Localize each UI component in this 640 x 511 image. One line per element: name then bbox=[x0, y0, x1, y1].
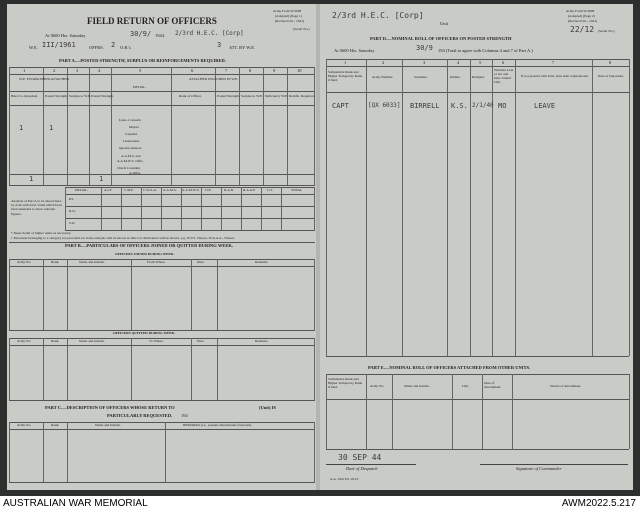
col-head: Reinfts. Required. bbox=[289, 94, 315, 98]
col-num: 6 bbox=[502, 60, 505, 65]
form-ref-line: (Adapted) (Page 1) bbox=[275, 14, 302, 18]
entry-lent: MO bbox=[498, 102, 507, 110]
form-ref-line: (Revised Oct., 1941) bbox=[275, 19, 305, 23]
detail-col: R.A.N. bbox=[224, 188, 235, 192]
unit-hand: 2/3rd H.E.C. [Corp] bbox=[332, 11, 424, 20]
b-col: From Where. bbox=[147, 260, 166, 264]
part-c-unit: (Unit) IS bbox=[259, 405, 276, 410]
archive-id: AWM2022.5.217 bbox=[561, 498, 636, 509]
detail-col: C.M.F. bbox=[124, 188, 134, 192]
rank-label: Captains bbox=[125, 132, 138, 136]
col-head: DETAIL. bbox=[133, 85, 147, 89]
col-head: Surname. bbox=[414, 75, 428, 79]
col-head: Whether Lent or not and Date Joined Unit. bbox=[494, 68, 514, 85]
row-label: P.S. bbox=[69, 197, 75, 201]
detail-col: C.W.A.A. bbox=[143, 188, 157, 192]
col-num: 1 bbox=[23, 68, 26, 73]
e-col: Substantive Rank and Higher Temporary Rank if held. bbox=[328, 377, 363, 390]
despatch-date-hand: 30 SEP 44 bbox=[338, 453, 382, 462]
b-col: Rank. bbox=[51, 260, 60, 264]
row-label: R.O. bbox=[69, 209, 76, 213]
entry-initials: K.S. bbox=[451, 102, 468, 110]
entry-surname: BIRRELL bbox=[410, 102, 440, 110]
rank-label: Quarter-masters bbox=[119, 146, 142, 150]
c-col: Army No. bbox=[17, 423, 32, 427]
col-num: 2 bbox=[53, 68, 56, 73]
despatch-label: Date of Despatch bbox=[346, 466, 378, 471]
archive-footer bbox=[0, 496, 640, 511]
detail-table-label: DETAIL. bbox=[75, 188, 89, 192]
offrs-hand: 2 bbox=[111, 41, 116, 49]
archive-name: AUSTRALIAN WAR MEMORIAL bbox=[3, 498, 148, 509]
b-col: Date. bbox=[197, 260, 205, 264]
col-head: Substantive Rank and Higher Temporary Rank if held. bbox=[328, 70, 363, 83]
left-page bbox=[7, 4, 317, 490]
e-col: Nature of Attachment. bbox=[550, 384, 582, 388]
b-col: Remarks. bbox=[255, 260, 269, 264]
signature-label: Signature of Commander bbox=[516, 466, 562, 471]
col-head: Army Number. bbox=[372, 75, 394, 79]
rank-label: Chiefs Counting bbox=[117, 166, 141, 170]
rank-label: Majors bbox=[129, 125, 139, 129]
part-d-time: At 0600 Hrs. Saturday bbox=[334, 48, 375, 53]
form-title: FIELD RETURN OF OFFICERS bbox=[87, 16, 217, 26]
return-year: 1944. bbox=[155, 33, 166, 38]
part-c-requested: PARTICULARLY REQUESTED. bbox=[107, 413, 173, 418]
b-col: Name and Initials. bbox=[79, 339, 105, 343]
part-b-heading: PART B.—PARTICULARS OF OFFICERS JOINED OR QUITTED DURING WEEK. bbox=[65, 243, 233, 248]
col-num: 3 bbox=[76, 68, 79, 73]
b-col: To Where. bbox=[149, 339, 164, 343]
detail-col: U.S. bbox=[267, 188, 274, 192]
we-established-label: W.E. ESTABLISHED ATTACHED bbox=[19, 77, 69, 81]
hand-mark: 1 bbox=[29, 175, 34, 183]
col-head: Posted Strength. bbox=[45, 94, 68, 98]
col-head: Deficiency W.E. bbox=[265, 94, 289, 98]
hand-mark: 1 bbox=[99, 175, 104, 183]
b-col: Remarks. bbox=[255, 339, 269, 343]
entry-rank: CAPT bbox=[332, 102, 349, 110]
col-head: Rank of Officer. bbox=[179, 94, 202, 98]
quitted-heading: OFFICERS QUITTED DURING WEEK. bbox=[113, 331, 176, 335]
entry-whereabouts: LEAVE bbox=[534, 102, 556, 110]
att-hand: 3 bbox=[217, 41, 222, 49]
we-label: W.E. bbox=[29, 45, 38, 50]
col-num: 7 bbox=[225, 68, 228, 73]
col-num: 9 bbox=[273, 68, 276, 73]
col-head: Surplus to W.E. bbox=[69, 94, 91, 98]
col-head: Surplus to W.E. bbox=[241, 94, 263, 98]
col-num: 5 bbox=[139, 68, 142, 73]
entry-date: 2/1/40 bbox=[472, 102, 494, 109]
col-num: 10 bbox=[297, 68, 302, 73]
footnote: * Insert detail of higher ranks as necessary. bbox=[11, 231, 72, 235]
detail-col: A.I.F. bbox=[104, 188, 112, 192]
c-col: REMARKS (i.e., present whereabouts if known). bbox=[183, 423, 253, 427]
offrs-label: OFFRS. bbox=[89, 45, 104, 50]
return-time: At 0600 Hrs. Saturday bbox=[45, 33, 86, 38]
col-num: 8 bbox=[249, 68, 252, 73]
part-a-heading: PART A.—POSTED STRENGTH, SURPLUS OR REINFORCEMENTS REQUIRED. bbox=[59, 58, 226, 63]
col-num: 1 bbox=[344, 60, 347, 65]
rank-label: A.A.M.W.S. Offrs. bbox=[117, 159, 144, 163]
row-label: S.O. bbox=[69, 221, 76, 225]
return-date-hand: 30/9/ bbox=[130, 30, 152, 38]
rank-label: Lieut.-Colonels bbox=[119, 118, 141, 122]
b-col: Rank. bbox=[51, 339, 60, 343]
detail-col: A.A.M.S. bbox=[163, 188, 177, 192]
unit-label: Unit bbox=[440, 21, 449, 26]
unit-hand: 2/3rd H.E.C. [Corp] bbox=[175, 30, 244, 37]
col-head: Date of Departure. bbox=[597, 74, 625, 78]
serial-label: (Serial No.) bbox=[293, 27, 310, 31]
col-num: 4 bbox=[457, 60, 460, 65]
hand-mark: 1 bbox=[19, 124, 24, 132]
c-col: Rank. bbox=[51, 423, 60, 427]
col-num: 4 bbox=[98, 68, 101, 73]
rank-label: as Offrs. bbox=[129, 171, 141, 175]
col-num: 2 bbox=[382, 60, 385, 65]
col-head: Bde./Co. Required. bbox=[11, 94, 39, 98]
detail-col: R.A.A.F. bbox=[243, 188, 256, 192]
c-col: Name and Initials. bbox=[95, 423, 121, 427]
footnote: † Personnel belonging to a category not provided for in the analysis will be shown in this Col. Particulars will be shown, e.g. W.V.S. Nurses, W.A.A.A., Nurses. bbox=[11, 237, 235, 240]
col-num: 8 bbox=[609, 60, 612, 65]
part-d-date-hand: 30/9 bbox=[416, 44, 433, 52]
detail-col: TOTAL bbox=[291, 188, 303, 192]
b-col: Army No. bbox=[17, 339, 32, 343]
form-ref-line: Army Form W.3008 bbox=[566, 9, 595, 13]
b-col: Date. bbox=[197, 339, 205, 343]
e-col: Name and Initials. bbox=[404, 384, 430, 388]
e-col: Date of Attachment. bbox=[484, 381, 502, 390]
att-label: ATT. BY W.E. bbox=[229, 45, 256, 50]
form-ref-line: (Revised Oct., 1941) bbox=[568, 19, 598, 23]
part-e-heading: PART E.—NOMINAL ROLL OF OFFICERS ATTACHED FROM OTHER UNITS. bbox=[368, 365, 531, 370]
col-head: Posted Strength. bbox=[217, 94, 240, 98]
hand-mark: 1 bbox=[49, 124, 54, 132]
detail-col: A.A.M.W.S. bbox=[182, 188, 200, 192]
col-head: Initials. bbox=[450, 75, 461, 79]
we-hand: III/1961 bbox=[42, 41, 76, 49]
b-col: Name and Initials. bbox=[79, 260, 105, 264]
col-head: Posted Strength. bbox=[91, 94, 114, 98]
attached-label: ATTACHED INCLUDED IN W.E. bbox=[189, 77, 239, 81]
form-ref-line: (Adapted) (Page 2) bbox=[568, 14, 595, 18]
col-num: 7 bbox=[552, 60, 555, 65]
part-d-heading: PART D.—NOMINAL ROLL OF OFFICERS ON POSTED STRENGTH bbox=[370, 36, 512, 41]
joined-heading: OFFICERS JOINED DURING WEEK. bbox=[115, 252, 175, 256]
entry-number: [QX 6033] bbox=[368, 102, 401, 109]
printer-note: A.A. 10th Ed. 18/10 bbox=[330, 477, 359, 481]
rank-label: A.A.M.S. and bbox=[121, 154, 141, 158]
col-num: 5 bbox=[479, 60, 482, 65]
e-col: Unit. bbox=[462, 384, 470, 388]
side-note: Analysis of Part A to be shown here by Arm with total. Units which have been amended to show relevant figures. bbox=[11, 199, 63, 216]
b-col: Army No. bbox=[17, 260, 32, 264]
col-num: 3 bbox=[423, 60, 426, 65]
right-page bbox=[320, 4, 633, 490]
ors-label: O.R.'s bbox=[120, 45, 132, 50]
col-head: Religion. bbox=[472, 75, 485, 79]
part-d-note: 194 (Total to agree with Columns 4 and 7 of Part A.) bbox=[438, 48, 533, 53]
e-col: Army No. bbox=[370, 384, 385, 388]
col-num: 6 bbox=[191, 68, 194, 73]
serial-hand: 22/12 bbox=[570, 25, 595, 34]
part-c-year: 194 bbox=[181, 413, 188, 418]
part-c-heading: PART C.—DESCRIPTION OF OFFICERS WHOSE RETURN TO bbox=[45, 405, 175, 410]
col-head: If not present with Unit, state their whereabouts. bbox=[521, 74, 589, 78]
detail-col: CIV. bbox=[205, 188, 212, 192]
rank-label: Lieutenants bbox=[123, 139, 140, 143]
form-ref-line: Army Form W.3008 bbox=[273, 9, 302, 13]
serial-label: (Serial No.) bbox=[598, 29, 615, 33]
